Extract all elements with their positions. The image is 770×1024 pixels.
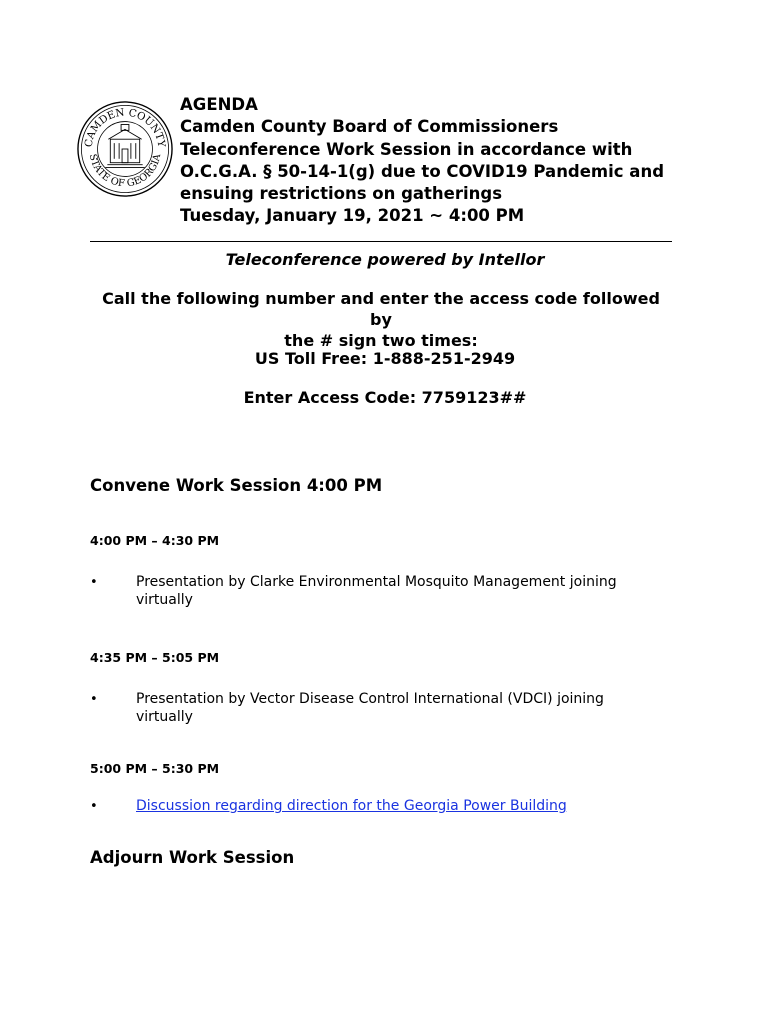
camden-county-seal-logo [76,100,174,198]
svg-text:STATE OF GEORGIA: STATE OF GEORGIA [86,153,164,190]
agenda-item-text [136,573,656,609]
agenda-item-line: Presentation by Clarke Environmental Mosquito Management joining [136,574,617,590]
header-date-time: Tuesday, January 19, 2021 ~ 4:00 PM [180,206,525,226]
agenda-item-time: 4:35 PM – 5:05 PM [90,650,220,665]
agenda-item-line: virtually [136,709,193,725]
header-session-type: Teleconference Work Session in accordance with [180,139,633,159]
bullet-icon: • [90,575,98,590]
adjourn-heading: Adjourn Work Session [90,848,295,867]
header-board-name: Camden County Board of Commissioners [180,117,559,137]
header-agenda-title: AGENDA [180,95,258,114]
agenda-item-text [136,690,656,726]
header-statute: O.C.G.A. § 50-14-1(g) due to COVID19 Pandemic and [180,161,665,181]
agenda-item-time: 4:00 PM – 4:30 PM [90,533,220,548]
call-instructions-line2: the # sign two times: [284,331,478,350]
header-divider [90,241,672,242]
agenda-header [180,94,680,228]
teleconference-provider: Teleconference powered by Intellor [225,250,545,269]
georgia-power-building-link[interactable]: Discussion regarding direction for the Georgia Power Building [136,798,567,814]
access-code: Enter Access Code: 7759123## [243,388,527,407]
agenda-item-line: virtually [136,592,193,608]
agenda-item-time: 5:00 PM – 5:30 PM [90,761,220,776]
call-instructions [90,288,672,351]
call-instructions-line1: Call the following number and enter the access code followed by [102,289,660,329]
agenda-item-line: Presentation by Vector Disease Control International (VDCI) joining [136,691,604,707]
toll-free-number: US Toll Free: 1-888-251-2949 [254,349,516,368]
bullet-icon: • [90,692,98,707]
agenda-item-text [136,797,656,815]
svg-text:CAMDEN COUNTY: CAMDEN COUNTY [82,106,168,148]
header-restrictions: ensuing restrictions on gatherings [180,184,503,204]
convene-heading: Convene Work Session 4:00 PM [90,476,383,495]
bullet-icon: • [90,799,98,814]
